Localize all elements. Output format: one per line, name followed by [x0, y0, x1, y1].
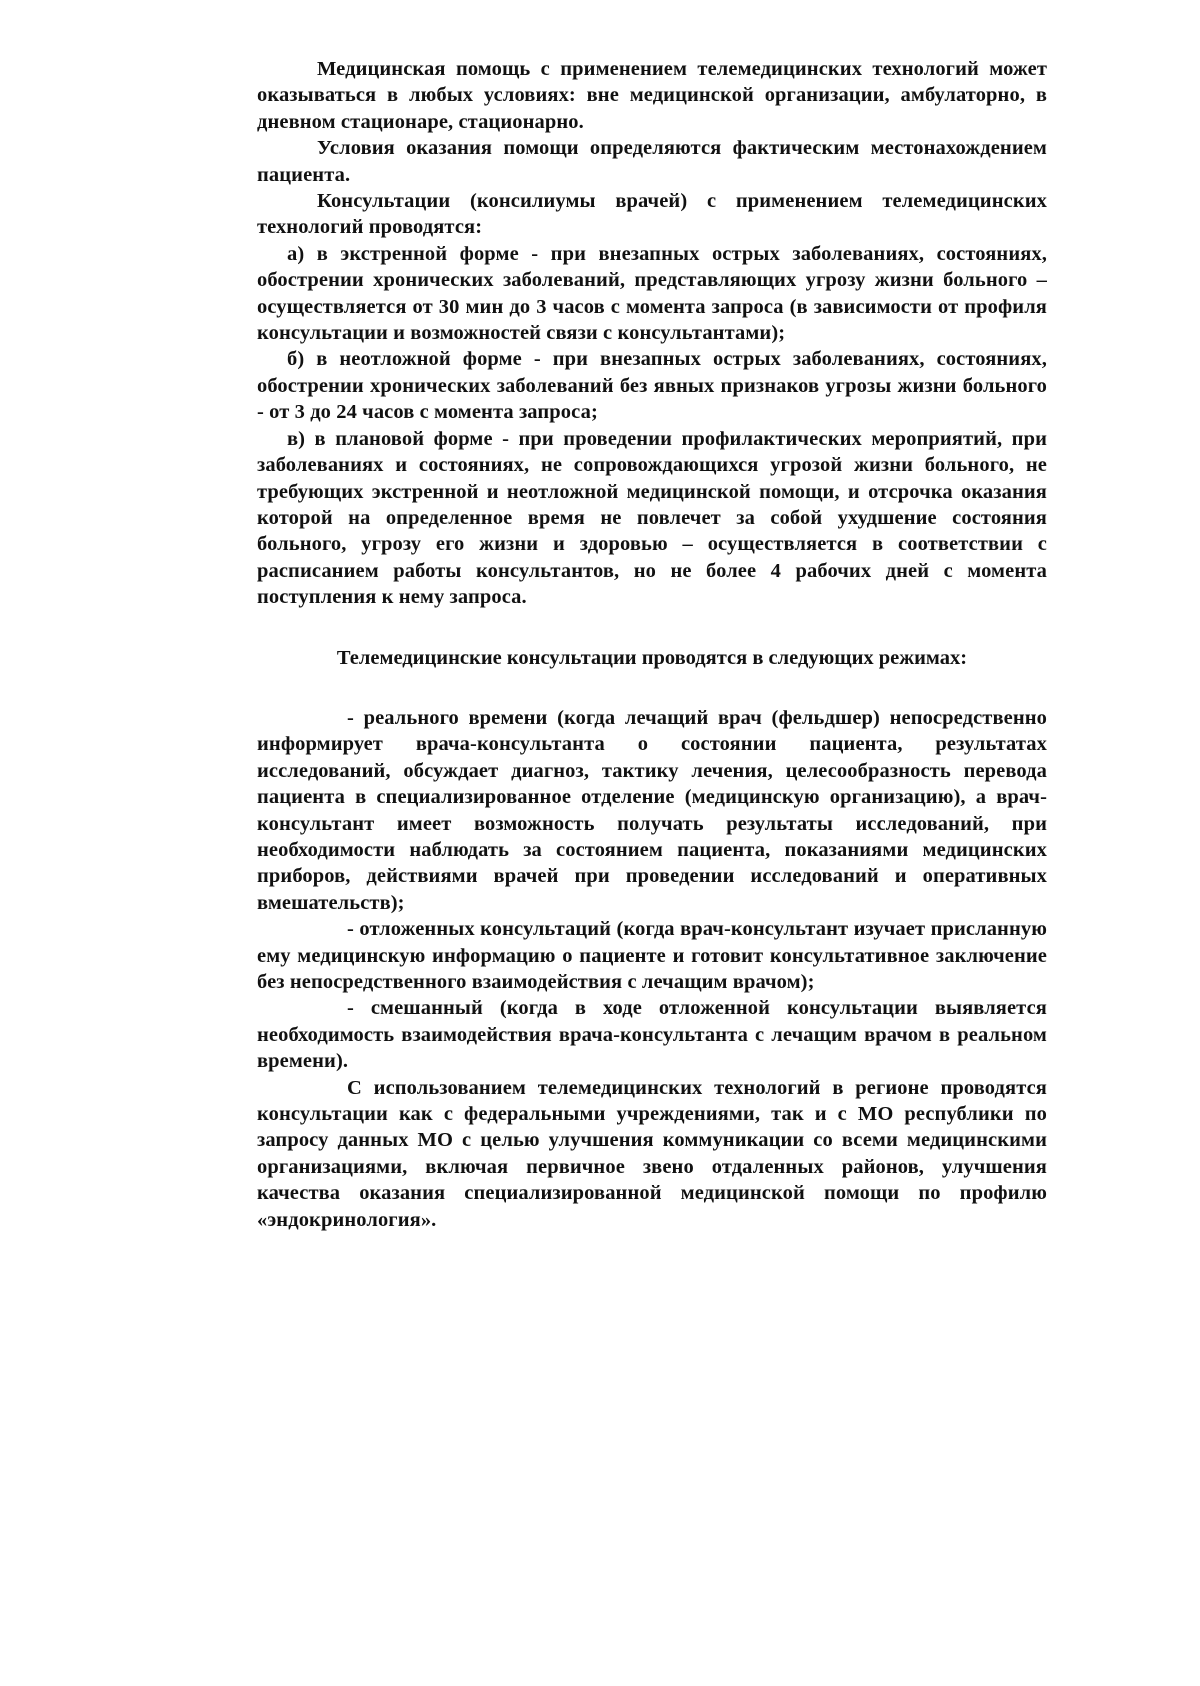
paragraph-emergency-form: а) в экстренной форме - при внезапных острых заболеваниях, состояниях, обострении хронических заболеваний, представляющих угрозу жизни больного – осуществляется от 30 мин до 3 часов с момента запроса (в зависимости от профиля консультации и возможностей связи с консультантами); — [257, 242, 1047, 345]
text-column — [257, 56, 1047, 1233]
paragraph-telemedicine-conditions: Медицинская помощь с применением телемедицинских технологий может оказываться в любых условиях: вне медицинской организации, амбулаторно, в дневном стационаре, стационарно. — [257, 58, 1047, 133]
paragraph-realtime-mode: - реального времени (когда лечащий врач (фельдшер) непосредственно информирует врача-консультанта о состоянии пациента, результатах исследований, обсуждает диагноз, тактику лечения, целесообразность перевода пациента в специализированное отделение (медицинскую организацию), а врач-консультант имеет возможность получать результаты исследований, при необходимости наблюдать за состоянием пациента, показаниями медицинских приборов, действиями врачей при проведении исследований и оперативных вмешательств); — [257, 706, 1047, 914]
paragraph-regional-usage: С использованием телемедицинских технологий в регионе проводятся консультации как с федеральными учреждениями, так и с МО республики по запросу данных МО с целью улучшения коммуникации со всеми медицинскими организациями, включая первичное звено отдаленных районов, улучшения качества оказания специализированной медицинской помощи по профилю «эндокринология». — [257, 1076, 1047, 1231]
paragraph-urgent-form: б) в неотложной форме - при внезапных острых заболеваниях, состояниях, обострении хронических заболеваний без явных признаков угрозы жизни больного - от 3 до 24 часов с момента запроса; — [257, 348, 1047, 424]
paragraph-mixed-mode: - смешанный (когда в ходе отложенной консультации выявляется необходимость взаимодействия врача-консультанта с лечащим врачом в реальном времени). — [257, 997, 1047, 1073]
paragraph-deferred-mode: - отложенных консультаций (когда врач-консультант изучает присланную ему медицинскую информацию о пациенте и готовит консультативное заключение без непосредственного взаимодействия с лечащим врачом); — [257, 918, 1047, 993]
paragraph-consultations-intro: Консультации (консилиумы врачей) с применением телемедицинских технологий проводятся: — [257, 190, 1047, 239]
paragraph-planned-form: в) в плановой форме - при проведении профилактических мероприятий, при заболеваниях и состояниях, не сопровождающихся угрозой жизни больного, не требующих экстренной и неотложной медицинской помощи, и отсрочка оказания которой на определенное время не повлечет за собой ухудшение состояния больного, угрозу его жизни и здоровью – осуществляется в соответствии с расписанием работы консультантов, но не более 4 рабочих дней с момента поступления к нему запроса. — [257, 427, 1047, 609]
section-heading: Телемедицинские консультации проводятся в следующих режимах: — [336, 646, 968, 669]
paragraph-location: Условия оказания помощи определяются фактическим местонахождением пациента. — [257, 137, 1047, 186]
